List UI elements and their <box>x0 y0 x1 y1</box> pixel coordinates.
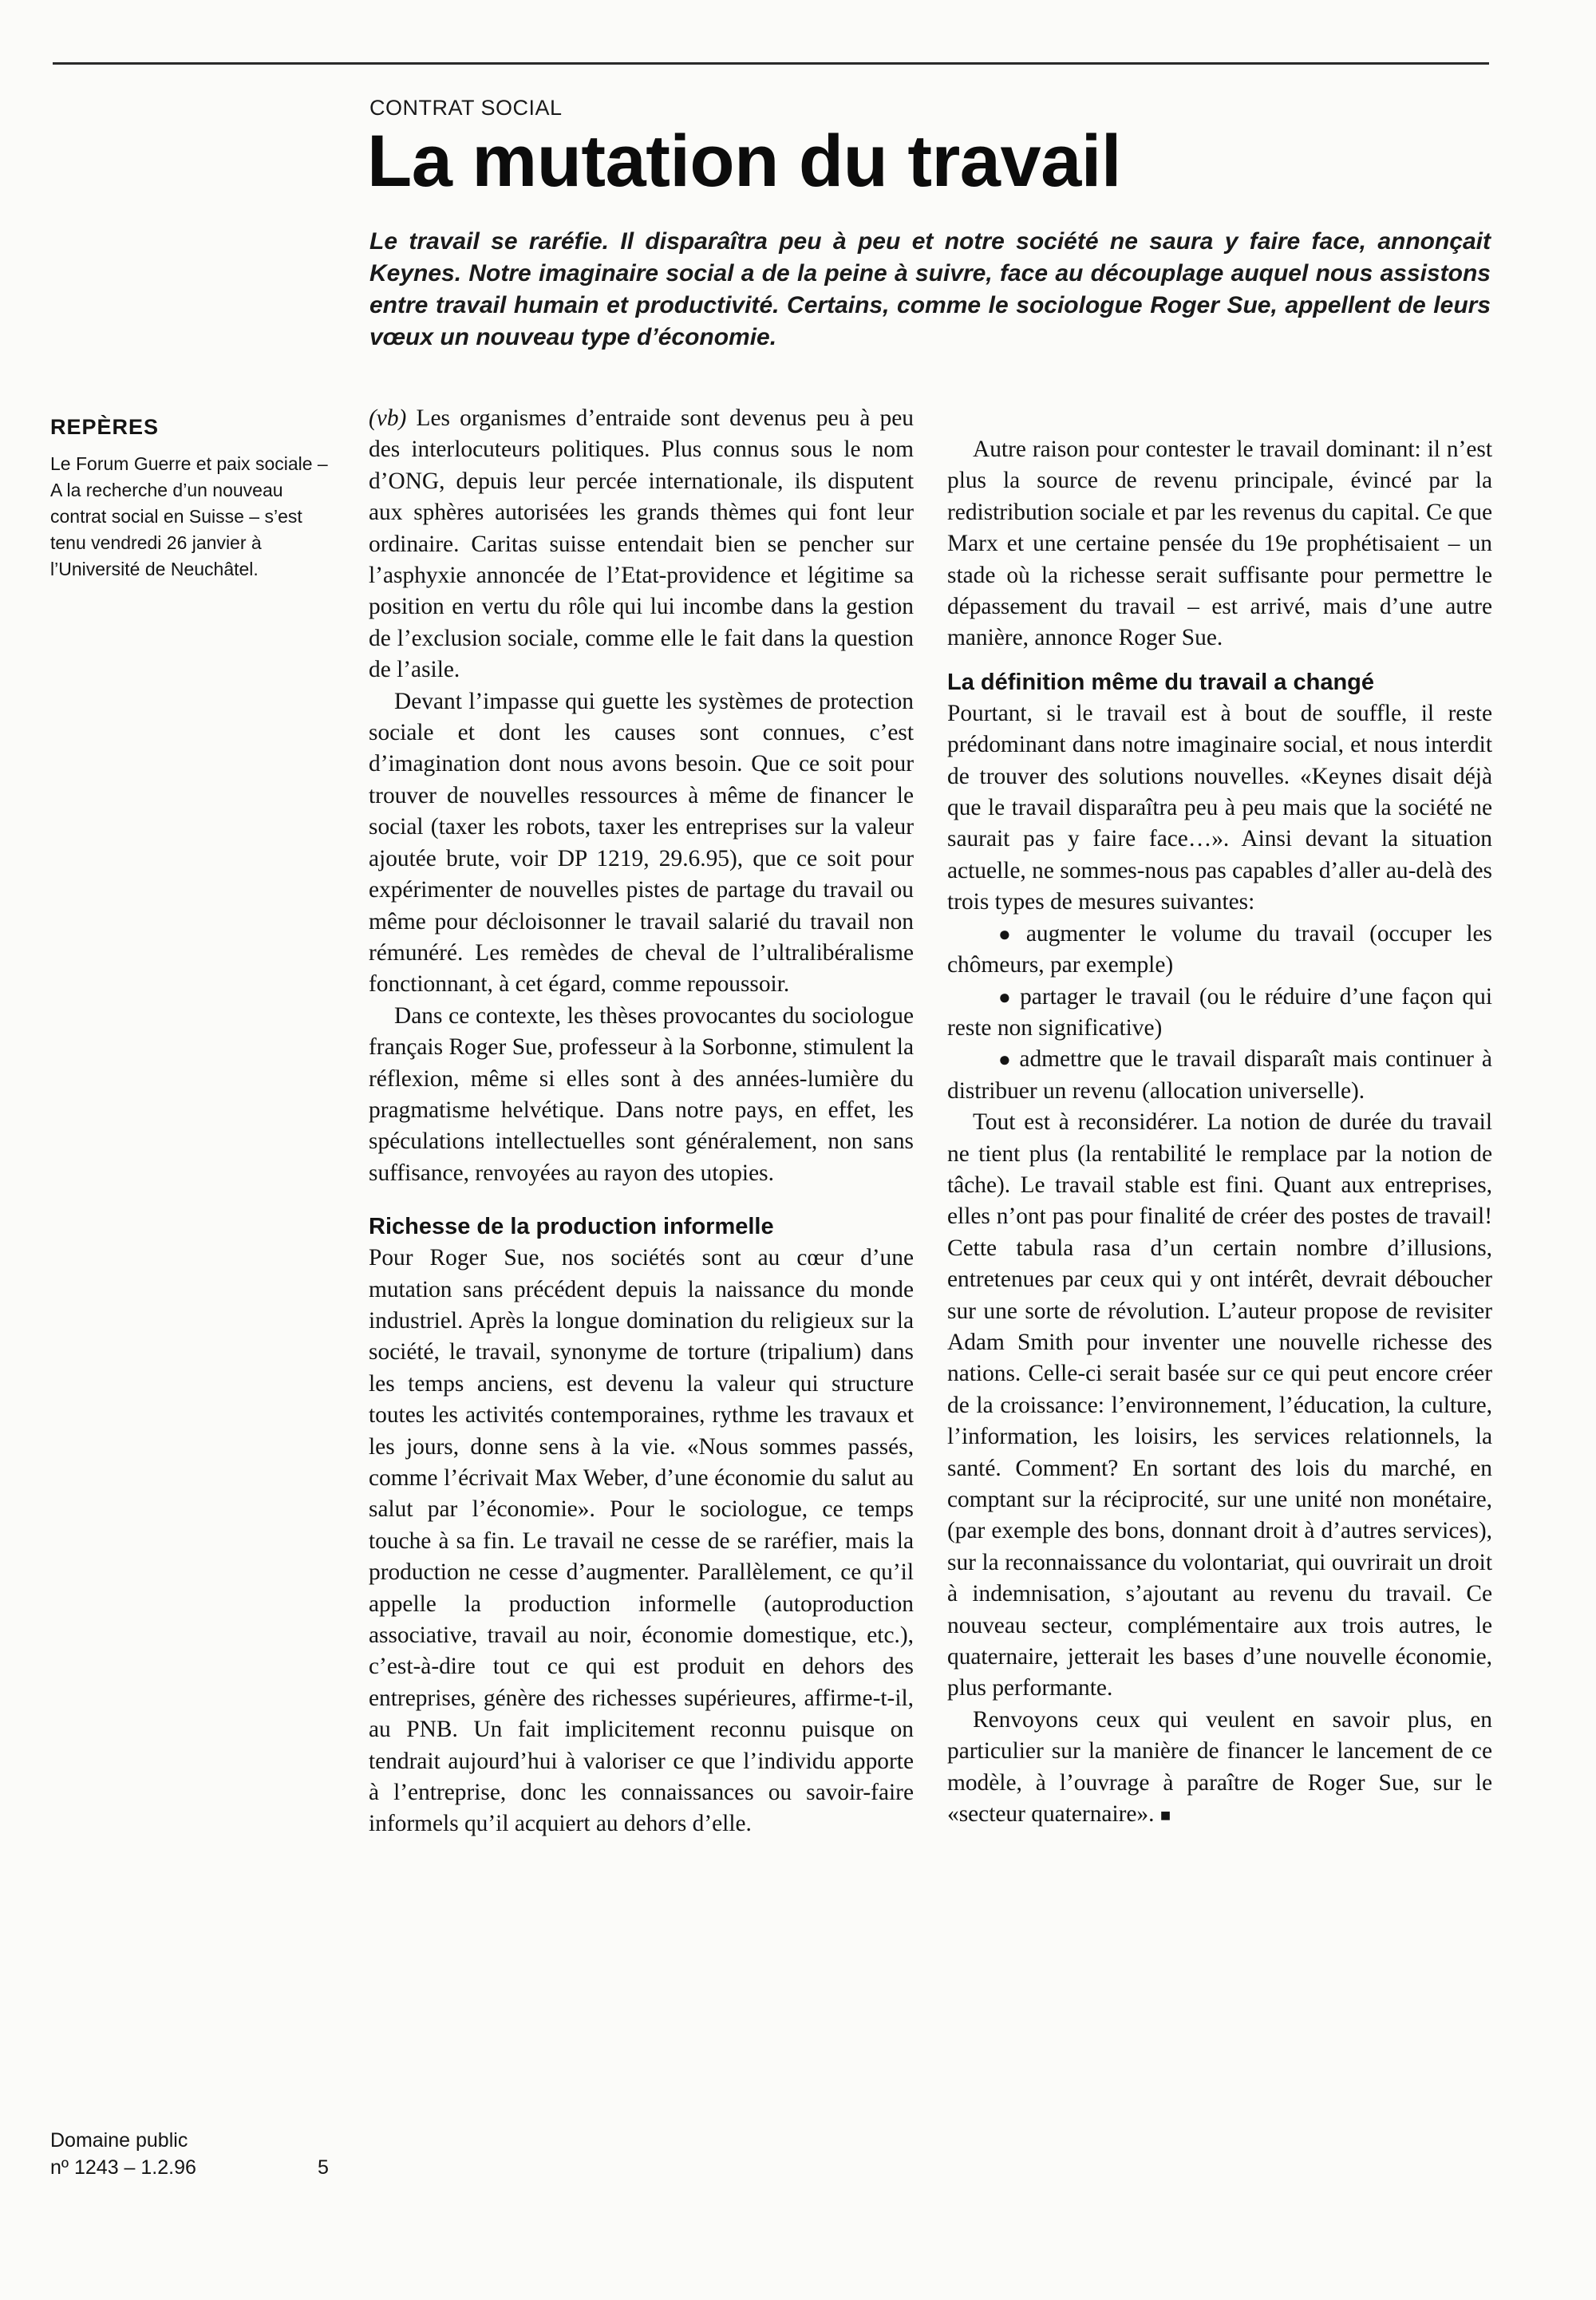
article-paragraph <box>369 403 914 686</box>
article-paragraph: Autre raison pour contester le travail dominant: il n’est plus la source de revenu principale, évincé par la redistribution sociale et par les revenus du capital. Ce que Marx et une certaine pensée du 19e prophétisaient – un stade où la richesse serait suffisante pour permettre le dépassement du travail – est arrivé, mais d’une autre manière, annonce Roger Sue. <box>947 437 1492 651</box>
article-paragraph: Pour Roger Sue, nos sociétés sont au cœur d’une mutation sans précédent depuis la naissance du monde industriel. Après la longue domination du religieux sur la société, le travail, synonyme de torture (tripalium) dans les temps anciens, est devenu la valeur qui structure toutes les activités contemporaines, rythme les travaux et les jours, donne sens à la vie. «Nous sommes passés, comme l’écrivait Max Weber, d’une économie du salut au salut par l’économie». Pour le sociologue, ce temps touche à sa fin. Le travail ne cesse de se raréfier, mais la production ne cesse d’augmenter. Parallèlement, ce qu’il appelle la production informelle (autoproduction associative, travail au noir, économie domestique, etc.), c’est-à-dire tout ce qui est produit en dehors des entreprises, génère des richesses supérieures, affirme-t-il, au PNB. Un fait implicitement reconnu puisque on tendrait aujourd’hui à valoriser ce que l’individu apporte à l’entreprise, donc les connaissances ou savoir-faire informels qu’il acquiert au dehors d’elle. <box>369 1245 914 1837</box>
paragraph-text: Les organismes d’entraide sont devenus peu à peu des interlocuteurs politiques. Plus connus sous le nom d’ONG, depuis leur percée internationale, ils disputent aux sphères autorisées les grands thèmes qui font leur ordinaire. Caritas suisse entendait bien se pencher sur l’asphyxie annoncée de l’Etat-providence et légitime sa position en vertu du rôle qui lui incombe dans la gestion de l’exclusion sociale, comme elle le fait dans la question de l’asile. <box>369 405 914 683</box>
section-kicker: CONTRAT SOCIAL <box>369 96 563 120</box>
bullet-text: partager le travail (ou le réduire d’une façon qui reste non significative) <box>947 983 1492 1041</box>
subheading: La définition même du travail a changé <box>947 669 1375 695</box>
publication-name: Domaine public <box>50 2129 188 2152</box>
article-column-right <box>947 403 1492 1831</box>
paragraph-text: Renvoyons ceux qui veulent en savoir plus, en particulier sur la manière de financer le lancement de ce modèle, à l’ouvrage à paraître de Roger Sue, sur le «secteur quaternaire». <box>947 1706 1492 1828</box>
subheading: Richesse de la production informelle <box>369 1214 774 1240</box>
byline: (vb) <box>369 405 407 431</box>
bullet-icon: ● <box>998 985 1014 1009</box>
page-number: 5 <box>318 2156 329 2179</box>
article-lead: Le travail se raréfie. Il disparaîtra peu à peu et notre société ne saura y faire face, annonçait Keynes. Notre imaginaire social a de la peine à suivre, face au découplage auquel nous assistons entre travail humain et productivité. Certains, comme le sociologue Roger Sue, appellent de leurs vœux un nouveau type d’économie. <box>369 228 1491 350</box>
bullet-text: augmenter le volume du travail (occuper les chômeurs, par exemple) <box>947 920 1492 978</box>
bullet-icon: ● <box>998 922 1020 946</box>
page-footer <box>50 2127 338 2181</box>
article-paragraph: Pourtant, si le travail est à bout de souffle, il reste prédominant dans notre imaginaire social, et nous interdit de trouver des solutions nouvelles. «Keynes disait déjà que le travail disparaîtra peu à peu mais que la société ne saurait pas y faire face…». Ainsi devant la situation actuelle, ne sommes-nous pas capables d’aller au-delà des trois types de mesures suivantes: <box>947 700 1492 915</box>
article-title: La mutation du travail <box>367 121 1121 202</box>
article-column-left <box>369 403 914 1840</box>
sidebar-heading: REPÈRES <box>50 415 160 439</box>
article-paragraph: Tout est à reconsidérer. La notion de durée du travail ne tient plus (la rentabilité le remplace par la notion de tâche). Le travail stable est fini. Quant aux entreprises, elles n’ont pas pour finalité de créer des postes de travail! Cette tabula rasa d’un certain nombre d’illusions, entretenues par ceux qui y ont intérêt, devrait déboucher sur une sorte de révolution. L’auteur propose de revisiter Adam Smith pour inventer une nouvelle richesse des nations. Celle-ci serait basée sur ce qui peut encore créer de la croissance: l’environnement, l’éducation, la culture, l’information, les loisirs, les services relationnels, la santé. Comment? En sortant des lois du marché, en comptant sur la réciprocité, sur une unité non monétaire, (par exemple des bons, donnant droit à d’autres services), sur la reconnaissance du volontariat, qui ouvrirait un droit à indemnisation, s’ajoutant au revenu du travail. Ce nouveau secteur, complémentaire aux trois autres, le quaternaire, jetterait les bases d’une nouvelle économie, plus performante. <box>947 1109 1492 1701</box>
bullet-icon: ● <box>998 1048 1013 1072</box>
issue-info: nº 1243 – 1.2.96 <box>50 2156 196 2179</box>
bullet-text: admettre que le travail disparaît mais continuer à distribuer un revenu (allocation universelle). <box>947 1046 1492 1104</box>
article-paragraph: Dans ce contexte, les thèses provocantes du sociologue français Roger Sue, professeur à la Sorbonne, stimulent la réflexion, même si elles sont à des années-lumière du pragmatisme helvétique. Dans notre pays, en effet, les spéculations intellectuelles sont généralement, non sans suffisance, renvoyées au rayon des utopies. <box>369 1002 914 1186</box>
bullet-item <box>947 1044 1492 1107</box>
top-rule <box>53 62 1489 65</box>
bullet-item <box>947 919 1492 982</box>
article-paragraph: Devant l’impasse qui guette les systèmes de protection sociale et dont les causes sont connues, c’est d’imagination dont nous avons besoin. Que ce soit pour trouver de nouvelles ressources à même de financer le social (taxer les robots, taxer les entreprises sur la valeur ajoutée brute, voir DP 1219, 29.6.95), que ce soit pour expérimenter de nouvelles pistes de partage du travail ou même pour décloisonner le travail salarié du travail non rémunéré. Les remèdes de cheval de l’ultralibéralisme fonctionnant, à cet égard, comme repoussoir. <box>369 688 914 998</box>
article-paragraph <box>947 1705 1492 1832</box>
end-mark-icon: ■ <box>1159 1805 1171 1826</box>
sidebar-reperes <box>50 415 334 583</box>
bullet-item <box>947 982 1492 1045</box>
sidebar-text: Le Forum Guerre et paix sociale – A la recherche d’un nouveau contrat social en Suisse – s’est tenu vendredi 26 janvier à l’Université de Neuchâtel. <box>50 453 328 579</box>
